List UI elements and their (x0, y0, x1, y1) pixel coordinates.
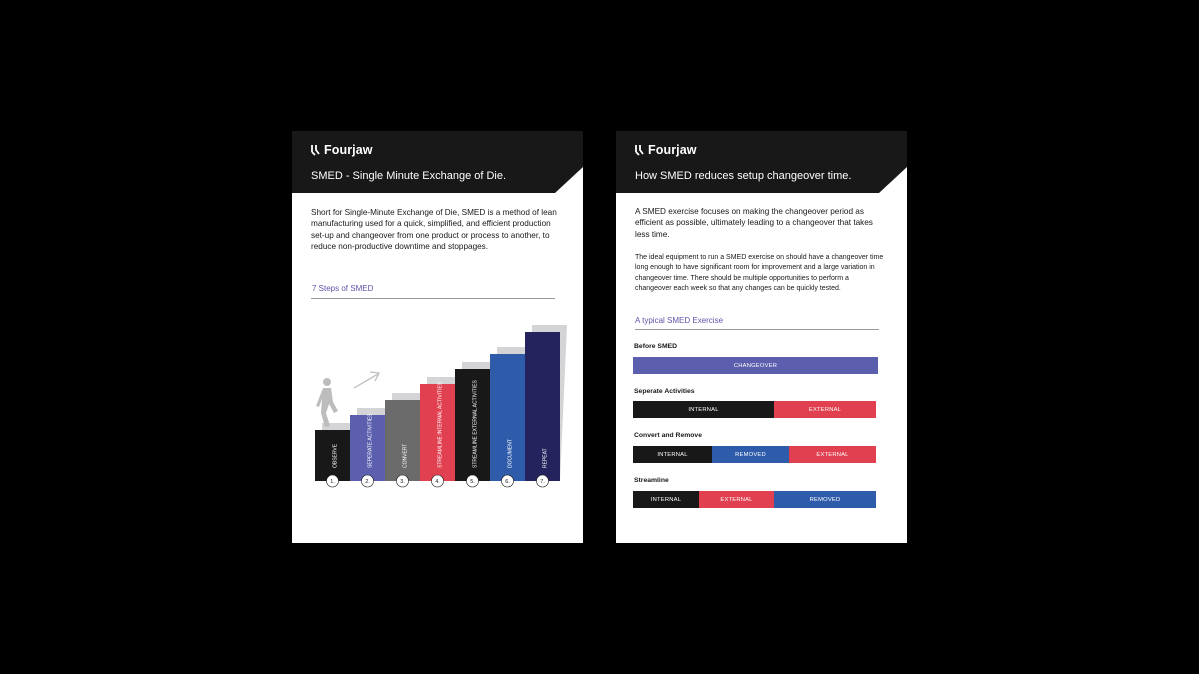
step-number: 6. (505, 479, 510, 485)
steps-heading: 7 Steps of SMED (312, 284, 374, 293)
page-title: SMED - Single Minute Exchange of Die. (311, 170, 507, 182)
smed-changeover-card (616, 131, 907, 543)
bar-segment: EXTERNAL (789, 446, 876, 463)
bar-segment: REMOVED (774, 491, 876, 508)
intro-paragraph: Short for Single-Minute Exchange of Die, SMED is a method of lean manufacturing used for a quick, simplified, and efficient production set-up and changeover from one product or process to another, to reduce non-productive downtime and stoppages. (311, 208, 557, 252)
brand-name: Fourjaw (324, 143, 373, 157)
step-number: 5. (470, 479, 475, 485)
bar-segment: EXTERNAL (774, 401, 876, 418)
bar-separate-activities (633, 401, 876, 418)
step-number: 7. (540, 479, 545, 485)
bar-segment: INTERNAL (633, 401, 774, 418)
brand-name: Fourjaw (648, 143, 697, 157)
bar-segment: EXTERNAL (699, 491, 774, 508)
row-label: Convert and Remove (634, 432, 702, 439)
smed-intro-card (292, 131, 583, 543)
exercise-heading: A typical SMED Exercise (635, 316, 724, 325)
step-label: CONVERT (402, 443, 409, 468)
step-label: STREAMLINE EXTERNAL ACTIVITIES (472, 380, 479, 468)
step-number: 2. (365, 479, 370, 485)
intro-paragraph: A SMED exercise focuses on making the changeover period as efficient as possible, ultimately leading to a changeover that takes less time. (635, 207, 873, 239)
bar-segment: REMOVED (712, 446, 789, 463)
bar-segment: CHANGEOVER (633, 357, 878, 374)
card-header (616, 131, 907, 193)
step-label: STREAMLINE INTERNAL ACTIVITIES (437, 381, 444, 468)
bar-convert-remove (633, 446, 876, 463)
bar-before-smed (633, 357, 878, 374)
row-label: Before SMED (634, 343, 678, 350)
body-paragraph: The ideal equipment to run a SMED exercise on should have a changeover time long enough to have significant room for improvement and a large variation in changeover time. There should be multiple opportunities to perform a changeover each week so that any changes can be quickly tested. (635, 254, 884, 292)
page-title: How SMED reduces setup changeover time. (635, 170, 852, 182)
brand-logo (635, 143, 697, 157)
header-corner-notch (879, 167, 907, 193)
fourjaw-logo-icon (635, 144, 645, 156)
row-label: Seperate Activities (634, 388, 695, 395)
bar-segment: INTERNAL (633, 491, 699, 508)
walking-person-icon (316, 378, 338, 427)
step-label: DOCUMENT (507, 439, 514, 468)
row-label: Streamline (634, 477, 669, 484)
steps-staircase (292, 131, 583, 543)
divider (635, 329, 879, 330)
step-number: 4. (435, 479, 440, 485)
step-number: 3. (400, 479, 405, 485)
bar-segment: INTERNAL (633, 446, 712, 463)
step-label: OBSERVE (332, 443, 339, 468)
step-label: REPEAT (542, 448, 549, 468)
arrow-up-right-icon (354, 372, 379, 388)
bar-streamline (633, 491, 876, 508)
step-number: 1. (330, 479, 335, 485)
step-label: SEPERATE ACTIVITIES (367, 413, 374, 468)
